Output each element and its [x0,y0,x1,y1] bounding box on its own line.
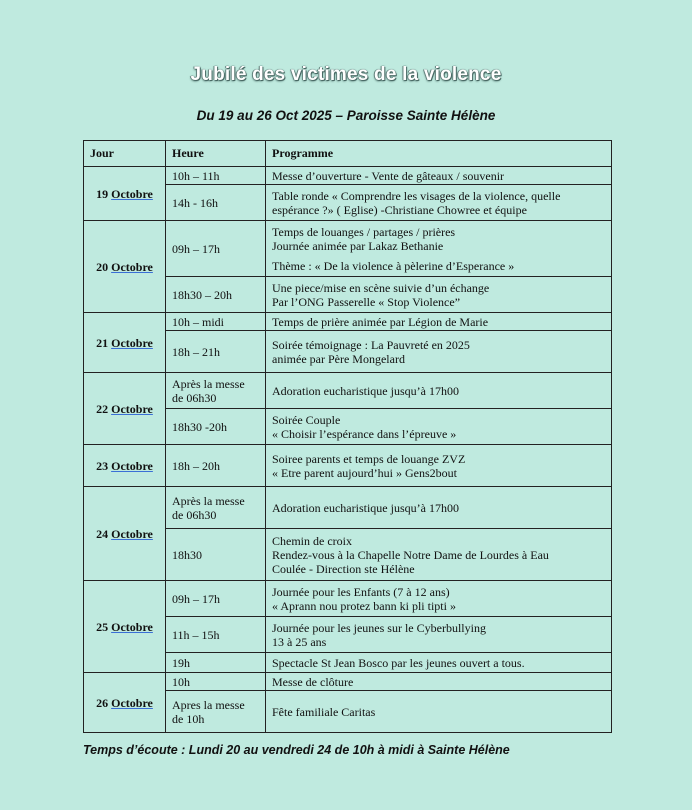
program-line: Temps de louanges / partages / prières [272,224,456,239]
day-cell [84,487,166,581]
program-cell [266,313,612,331]
program-line: Journée pour les Enfants (7 à 12 ans) [272,584,450,599]
program-line: Adoration eucharistique jusqu’à 17h00 [272,500,459,515]
day-number: 25 [96,619,109,634]
day-cell [84,445,166,487]
time-cell [166,487,266,529]
program-line: Par l’ONG Passerelle « Stop Violence” [272,294,461,309]
day-cell [84,167,166,221]
program-line: Messe d’ouverture - Vente de gâteaux / souvenir [272,168,505,183]
time-cell [166,331,266,373]
day-number: 23 [96,458,109,473]
program-line: 13 à 25 ans [272,634,327,649]
table-header-row [84,141,612,167]
time-cell [166,373,266,409]
program-line: Coulée - Direction ste Hélène [272,561,415,576]
program-cell [266,167,612,185]
program-line: Journée pour les jeunes sur le Cyberbullying [272,620,486,635]
table-row [84,581,612,617]
program-line: Temps de prière animée par Légion de Marie [272,314,489,329]
header-time: Heure [166,141,266,167]
time-line: de 06h30 [172,390,217,405]
time-line: Apres la messe [172,697,245,712]
time-cell [166,617,266,653]
table-row [84,221,612,277]
page-title: Jubilé des victimes de la violence [190,64,502,85]
time-cell [166,445,266,487]
table-row [84,487,612,529]
time-line: 11h – 15h [172,627,220,642]
program-line: Chemin de croix [272,533,352,548]
time-line: 14h - 16h [172,195,218,210]
time-line: Après la messe [172,376,245,391]
time-line: 09h – 17h [172,241,220,256]
program-cell [266,653,612,673]
day-number: 26 [96,695,109,710]
time-line: de 06h30 [172,507,217,522]
time-cell [166,529,266,581]
program-cell [266,691,612,733]
program-cell [266,373,612,409]
time-cell [166,691,266,733]
time-cell [166,277,266,313]
time-line: 09h – 17h [172,591,220,606]
time-cell [166,167,266,185]
time-line: 18h30 -20h [172,419,227,434]
time-line: 18h – 21h [172,344,220,359]
table-row [84,373,612,409]
day-month: Octobre [111,695,153,710]
time-cell [166,581,266,617]
program-cell [266,221,612,277]
time-cell [166,221,266,277]
schedule-body [84,167,612,733]
program-line: Soirée Couple [272,412,341,427]
time-cell [166,653,266,673]
program-line: « Choisir l’espérance dans l’épreuve » [272,426,457,441]
table-row [84,673,612,691]
time-line: Après la messe [172,493,245,508]
program-cell [266,409,612,445]
program-cell [266,617,612,653]
time-line: 10h – midi [172,314,225,329]
program-line: Messe de clôture [272,674,354,689]
time-line: 19h [172,655,190,670]
time-cell [166,409,266,445]
program-line: « Aprann nou protez bann ki pli tipti » [272,598,456,613]
program-line: « Etre parent aujourd’hui » Gens2bout [272,465,457,480]
program-cell [266,277,612,313]
day-number: 22 [96,401,109,416]
program-line: animée par Père Mongelard [272,351,405,366]
time-cell [166,185,266,221]
day-number: 19 [96,186,109,201]
program-line: Une piece/mise en scène suivie d’un échange [272,280,490,295]
program-cell [266,185,612,221]
day-number: 21 [96,335,109,350]
program-cell [266,529,612,581]
time-line: 10h – 11h [172,168,220,183]
time-line: 18h – 20h [172,458,220,473]
program-cell [266,581,612,617]
day-month: Octobre [111,526,153,541]
time-line: 10h [172,674,190,689]
program-line: Thème : « De la violence à pèlerine d’Esperance » [272,258,515,273]
day-month: Octobre [111,401,153,416]
program-line: Soiree parents et temps de louange ZVZ [272,451,466,466]
listening-time-note: Temps d’écoute : Lundi 20 au vendredi 24 de 10h à midi à Sainte Hélène [83,743,510,757]
day-cell [84,581,166,673]
time-cell [166,673,266,691]
day-month: Octobre [111,186,153,201]
program-line: Fête familiale Caritas [272,704,376,719]
program-line: Table ronde « Comprendre les visages de la violence, quelle [272,188,561,203]
day-month: Octobre [111,619,153,634]
time-line: 18h30 – 20h [172,287,232,302]
day-month: Octobre [111,259,153,274]
program-line: Soirée témoignage : La Pauvreté en 2025 [272,337,470,352]
time-line: 18h30 [172,547,202,562]
program-cell [266,331,612,373]
header-day: Jour [84,141,166,167]
program-cell [266,487,612,529]
day-cell [84,313,166,373]
schedule-table [83,140,612,733]
page-subtitle: Du 19 au 26 Oct 2025 – Paroisse Sainte Hélène [196,108,496,123]
day-cell [84,221,166,313]
table-row [84,445,612,487]
day-month: Octobre [111,458,153,473]
time-line: de 10h [172,711,205,726]
header-program: Programme [266,141,612,167]
program-line: espérance ?» ( Eglise) -Christiane Chowree et équipe [272,202,527,217]
program-cell [266,445,612,487]
day-number: 24 [96,526,109,541]
day-number: 20 [96,259,109,274]
program-line: Spectacle St Jean Bosco par les jeunes ouvert a tous. [272,655,525,670]
day-cell [84,673,166,733]
time-cell [166,313,266,331]
table-row [84,167,612,185]
program-cell [266,673,612,691]
day-month: Octobre [111,335,153,350]
program-line: Adoration eucharistique jusqu’à 17h00 [272,383,459,398]
program-line: Journée animée par Lakaz Bethanie [272,238,444,253]
program-line: Rendez-vous à la Chapelle Notre Dame de Lourdes à Eau [272,547,549,562]
day-cell [84,373,166,445]
table-row [84,313,612,331]
